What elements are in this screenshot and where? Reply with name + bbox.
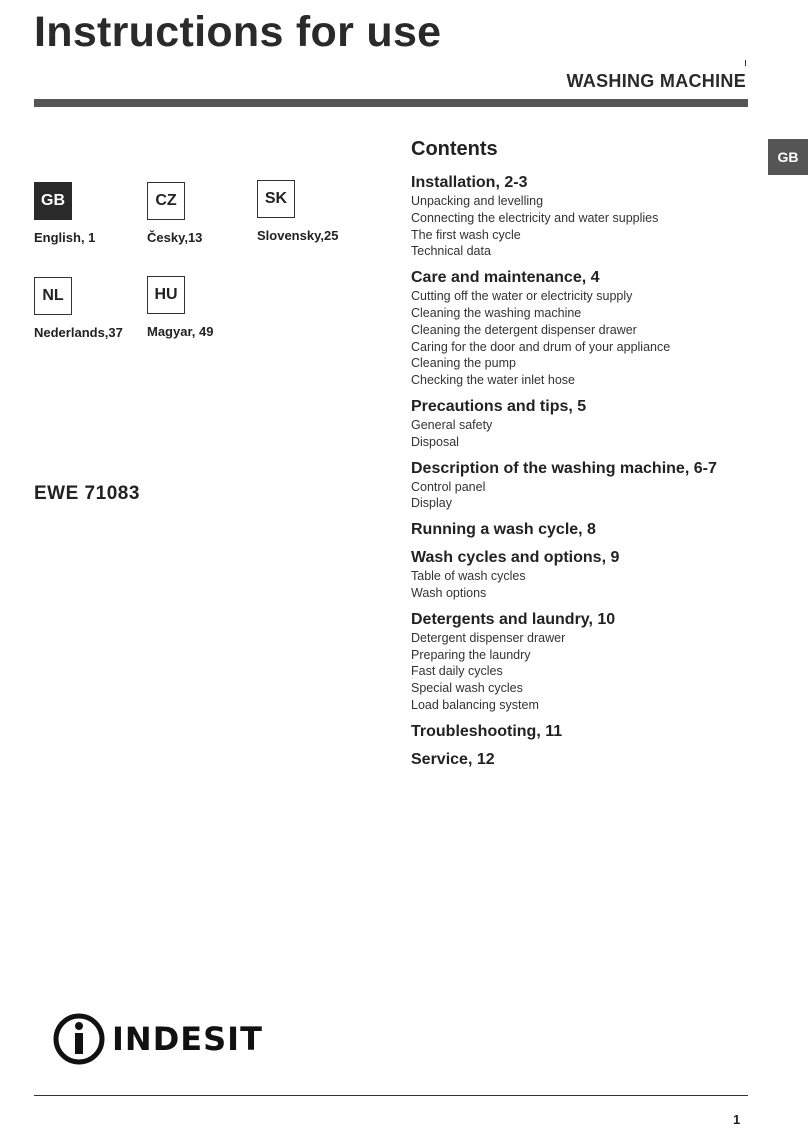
contents-sections <box>411 173 771 770</box>
section-item[interactable]: Control panel <box>411 479 486 494</box>
section-title[interactable]: Description of the washing machine, 6-7 <box>411 459 717 477</box>
section-item[interactable]: Wash options <box>411 585 487 600</box>
section-item[interactable]: Cleaning the detergent dispenser drawer <box>411 322 637 337</box>
footer-line <box>34 1095 748 1096</box>
section-item[interactable]: Load balancing system <box>411 697 539 712</box>
side-tab-gb[interactable]: GB <box>768 139 808 175</box>
contents-list <box>411 137 771 778</box>
section-item[interactable]: Cleaning the pump <box>411 356 516 371</box>
section-title[interactable]: Detergents and laundry, 10 <box>411 610 616 628</box>
section-item[interactable]: Detergent dispenser drawer <box>411 630 566 645</box>
contents-section <box>411 397 771 451</box>
contents-section <box>411 520 771 540</box>
section-item[interactable]: Cutting off the water or electricity supply <box>411 289 633 304</box>
contents-section <box>411 750 771 770</box>
section-item[interactable]: Cleaning the washing machine <box>411 305 582 320</box>
document-subtitle: WASHING MACHINE <box>566 71 746 91</box>
language-label: Česky,13 <box>147 230 203 245</box>
model-number: EWE 71083 <box>34 483 140 504</box>
section-item[interactable]: The first wash cycle <box>411 227 521 242</box>
section-item[interactable]: Display <box>411 496 452 511</box>
section-item[interactable]: Unpacking and levelling <box>411 194 544 208</box>
contents-section <box>411 610 771 714</box>
section-item[interactable]: Preparing the laundry <box>411 647 531 662</box>
document-title: Instructions for use <box>34 8 442 56</box>
section-item[interactable]: Technical data <box>411 244 491 259</box>
contents-section <box>411 173 771 260</box>
language-label: Slovensky,25 <box>257 228 339 243</box>
language-code: GB <box>34 182 72 220</box>
section-item[interactable]: Fast daily cycles <box>411 664 503 679</box>
section-title[interactable]: Wash cycles and options, 9 <box>411 549 620 567</box>
section-title[interactable]: Service, 12 <box>411 750 495 768</box>
indesit-logo-icon <box>52 1012 106 1066</box>
section-item[interactable]: Caring for the door and drum of your appliance <box>411 339 671 354</box>
language-code: CZ <box>147 182 185 220</box>
section-item[interactable]: Special wash cycles <box>411 681 523 696</box>
contents-heading: Contents <box>411 138 498 160</box>
section-item[interactable]: General safety <box>411 417 493 432</box>
language-code: SK <box>257 180 295 218</box>
section-title[interactable]: Precautions and tips, 5 <box>411 397 587 415</box>
language-sk[interactable] <box>257 180 339 243</box>
section-item[interactable]: Disposal <box>411 434 459 449</box>
logo-text: INDESIT <box>112 1020 263 1058</box>
language-cz[interactable] <box>147 182 203 245</box>
section-title[interactable]: Care and maintenance, 4 <box>411 269 600 287</box>
language-label: Nederlands,37 <box>34 325 123 340</box>
header-bar <box>34 99 748 107</box>
contents-section <box>411 459 771 513</box>
language-code: HU <box>147 276 185 314</box>
language-nl[interactable] <box>34 277 123 340</box>
section-item[interactable]: Table of wash cycles <box>411 569 526 584</box>
language-code: NL <box>34 277 72 315</box>
section-title[interactable]: Troubleshooting, 11 <box>411 722 563 740</box>
tick-mark <box>745 60 746 66</box>
section-title[interactable]: Installation, 2-3 <box>411 174 528 191</box>
language-label: English, 1 <box>34 230 96 245</box>
language-gb[interactable] <box>34 182 96 245</box>
brand-logo <box>52 1012 263 1066</box>
section-item[interactable]: Connecting the electricity and water supplies <box>411 210 659 225</box>
language-hu[interactable] <box>147 276 214 339</box>
section-title[interactable]: Running a wash cycle, 8 <box>411 521 596 539</box>
contents-section <box>411 268 771 389</box>
contents-section <box>411 722 771 742</box>
language-label: Magyar, 49 <box>147 324 214 339</box>
contents-section <box>411 548 771 602</box>
section-item[interactable]: Checking the water inlet hose <box>411 373 575 388</box>
page-number: 1 <box>733 1112 741 1127</box>
